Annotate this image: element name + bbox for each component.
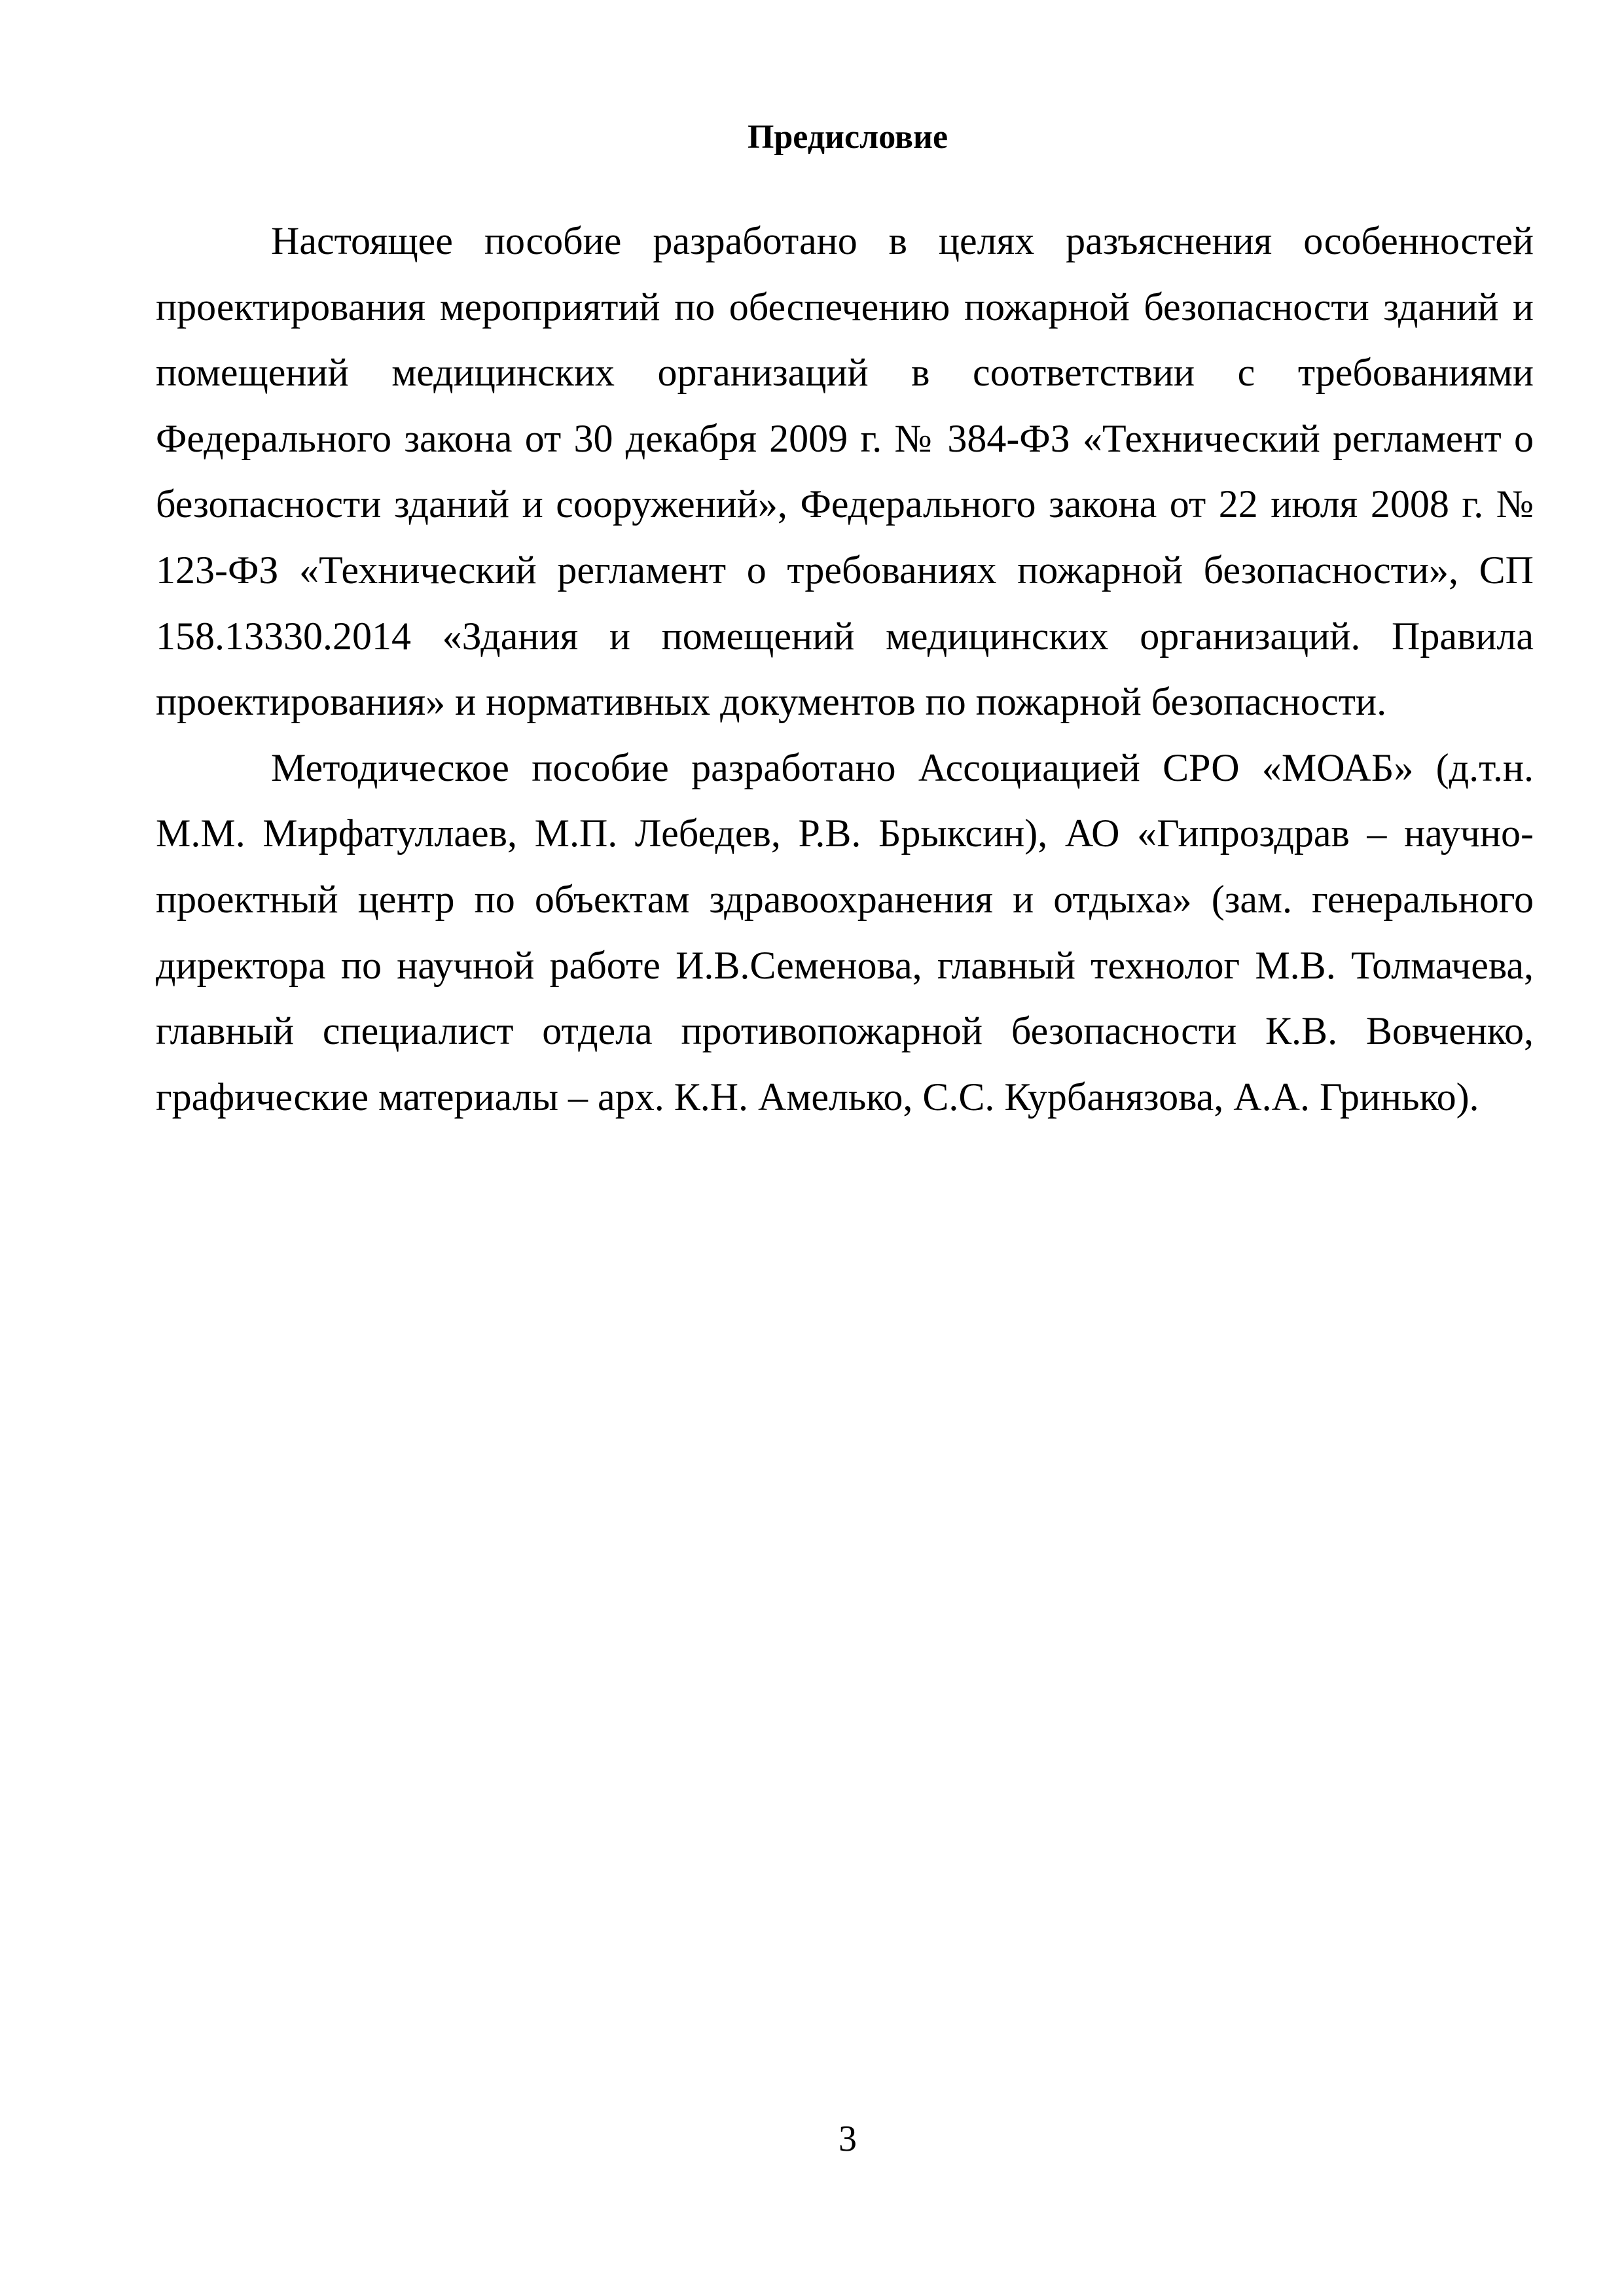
page-number: 3 [839, 2119, 857, 2159]
paragraph-purpose: Настоящее пособие разработано в целях разъяснения особенностей проектирования мероприятий по обеспечению пожарной безопасности зданий и помещений медицинских организаций в соответствии с требованиями Федерального закона от 30 декабря 2009 г. № 384-ФЗ «Технический регламент о безопасности зданий и сооружений», Федерального закона от 22 июля 2008 г. № 123-ФЗ «Технический регламент о требованиях пожарной безопасности», СП 158.13330.2014 «Здания и помещений медицинских организаций. Правила проектирования» и нормативных документов по пожарной безопасности. [156, 219, 1534, 724]
document-body [156, 208, 1534, 1130]
page-title: Предисловие [747, 118, 948, 156]
paragraph-authors: Методическое пособие разработано Ассоциацией СРО «МОАБ» (д.т.н. М.М. Мирфатуллаев, М.П. Лебедев, Р.В. Брыксин), АО «Гипроздрав – научно-проектный центр по объектам здравоохранения и отдыха» (зам. генерального директора по научной работе И.В.Семенова, главный технолог М.В. Толмачева, главный специалист отдела противопожарной безопасности К.В. Вовченко, графические материалы – арх. К.Н. Амелько, С.С. Курбанязова, А.А. Гринько). [156, 745, 1534, 1119]
